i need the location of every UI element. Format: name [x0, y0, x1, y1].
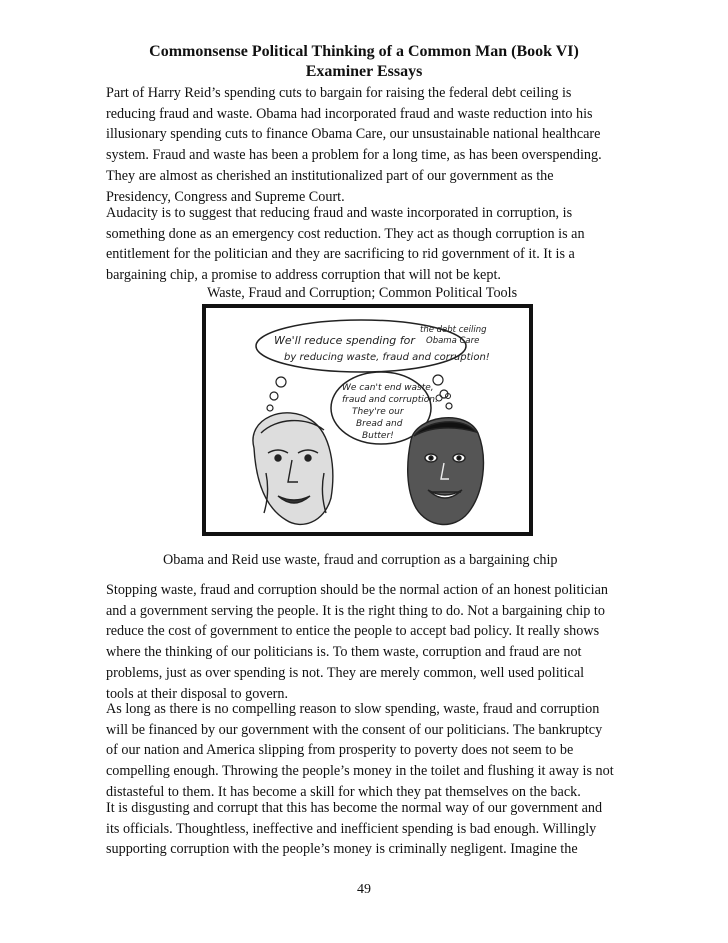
obama-caricature [408, 418, 484, 525]
book-title: Commonsense Political Thinking of a Common Man (Book VI) [149, 43, 579, 60]
bubble2-text-4: Bread and [356, 419, 403, 429]
paragraph-1 [106, 83, 626, 207]
cartoon-image [202, 304, 533, 536]
text-line: tools at their disposal to govern. [106, 685, 289, 702]
paragraph-3 [106, 580, 626, 704]
text-line: Audacity is to suggest that reducing fraud and waste incorporated in corruption, is [106, 205, 573, 221]
text-line: Stopping waste, fraud and corruption should be the normal action of an honest politician [106, 582, 608, 598]
figure-title: Waste, Fraud and Corruption; Common Political Tools [207, 285, 518, 301]
bubble1-text-2: by reducing waste, fraud and corruption! [284, 352, 490, 363]
paragraph-4 [106, 699, 626, 803]
bubble2-text-3: They're our [352, 407, 404, 417]
text-line: illusionary spending cuts to finance Obama Care, our unsustainable national healthcare [106, 126, 601, 143]
text-line: will be financed by our government with the consent of our politicians. The bankruptcy [106, 721, 603, 738]
text-line: It is disgusting and corrupt that this has become the normal way of our government and [106, 800, 603, 816]
page-number: 49 [357, 882, 371, 897]
bubble1-text-1: We'll reduce spending for [274, 334, 415, 347]
paragraph-5 [106, 798, 626, 860]
text-line: entitlement for the politician and they are sacrificing to rid government of it. It is a [106, 246, 575, 263]
text-line: Presidency, Congress and Supreme Court. [106, 188, 345, 205]
cartoon-drawing [206, 308, 529, 532]
paragraph-2 [106, 203, 626, 286]
text-line: Part of Harry Reid’s spending cuts to bargain for raising the federal debt ceiling is [106, 85, 572, 101]
text-line: reducing fraud and waste. Obama had incorporated fraud and waste reduction into his [106, 105, 593, 122]
text-line: its officials. Thoughtless, ineffective and inefficient spending is bad enough. Willingly [106, 820, 597, 837]
text-line: bargaining chip, a promise to address corruption that will not be kept. [106, 267, 501, 284]
text-line: and a government serving the people. It is the right thing to do. Not a bargaining chip to [106, 602, 605, 619]
text-line: something done as an emergency cost reduction. They act as though corruption is an [106, 225, 585, 242]
text-line: where the thinking of our politicians is. To them waste, corruption and fraud are not [106, 644, 582, 661]
text-line: of our nation and America slipping from prosperity to poverty does not seem to be [106, 742, 574, 759]
text-line: As long as there is no compelling reason to slow spending, waste, fraud and corruption [106, 701, 600, 717]
reid-caricature [253, 413, 333, 525]
text-line: They are almost as cherished an institutionalized part of our government as the [106, 167, 554, 184]
text-line: system. Fraud and waste has been a problem for a long time, as has been overspending. [106, 147, 602, 164]
figure-caption: Obama and Reid use waste, fraud and corruption as a bargaining chip [163, 552, 558, 568]
bubble2-text-5: Butter! [362, 431, 394, 441]
bubble1-note-2: Obama Care [426, 336, 480, 346]
text-line: problems, just as over spending is not. They are merely common, well used political [106, 664, 585, 681]
text-line: compelling enough. Throwing the people’s money in the toilet and flushing it away is not [106, 763, 614, 780]
section-title: Examiner Essays [305, 63, 423, 80]
text-line: reduce the cost of government to entice the people to accept bad policy. It really shows [106, 623, 600, 640]
text-line: distasteful to them. It has become a skill for which they pat themselves on the back. [106, 783, 581, 800]
text-line: supporting corruption with the people’s money is criminally negligent. Imagine the [106, 841, 578, 858]
bubble2-text-1: We can't end waste, [342, 383, 434, 393]
bubble1-note-1: the debt ceiling [420, 325, 487, 335]
bubble2-text-2: fraud and corruption. [342, 395, 438, 405]
